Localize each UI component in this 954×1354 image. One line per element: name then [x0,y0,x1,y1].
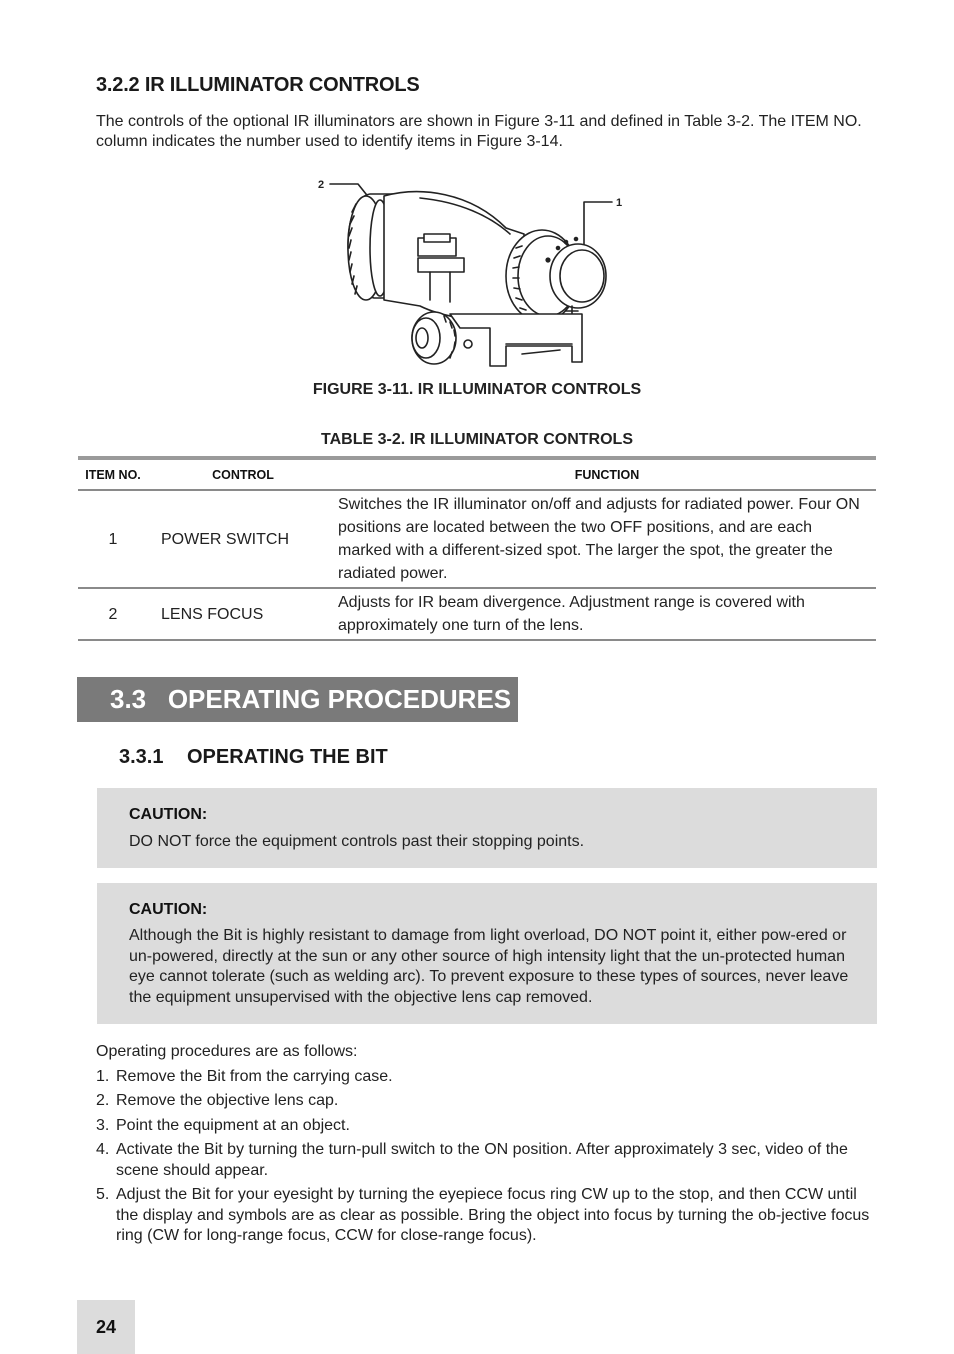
step-text: Remove the objective lens cap. [116,1092,339,1109]
caution-text: DO NOT force the equipment controls past their stopping points. [129,833,585,850]
header-control: CONTROL [212,467,274,482]
cell-function: Switches the IR illuminator on/off and adjusts for radiated power. Four ON positions are located between the two OFF positions, and are each marked with a different-sized spot. The larger the spot, the greater the radiated power. [338,496,860,582]
procedures-list [96,1067,878,1247]
subsection-number: 3.3.1 [119,746,164,768]
step-number: 4. [96,1141,110,1158]
list-item [96,1185,878,1247]
table-title: TABLE 3-2. IR ILLUMINATOR CONTROLS [321,431,633,448]
list-item [96,1116,878,1137]
caution-box [97,788,877,868]
step-number: 2. [96,1092,110,1109]
table-row [78,490,876,588]
list-item [96,1140,878,1181]
step-text: Remove the Bit from the carrying case. [116,1067,393,1085]
step-text: Adjust the Bit for your eyesight by turning the eyepiece focus ring CW up to the stop, and then CCW until the display and symbols are as clear as possible. Bring the object into focus by turning the ob-jective focus ring (CW for long-range focus, CCW for close-range focus). [116,1186,870,1244]
subsection-heading-operating-the-bit [119,746,388,769]
list-item [96,1067,878,1088]
caution-box [97,883,877,1024]
cell-function: Adjusts for IR beam divergence. Adjustment range is covered with approximately one turn of the lens. [338,594,805,634]
ir-illuminator-figure [310,176,640,376]
header-item-no: ITEM NO. [85,467,141,482]
cell-item-no: 2 [108,605,118,623]
procedures-lead: Operating procedures are as follows: [96,1043,358,1060]
step-number: 1. [96,1067,110,1085]
caution-label: CAUTION: [129,901,208,918]
operating-procedures [96,1042,878,1251]
cell-control: POWER SWITCH [161,530,289,548]
section-heading-ir-illuminator-controls: 3.2.2 IR ILLUMINATOR CONTROLS [96,74,420,96]
caution-label: CAUTION: [129,806,208,823]
page-number: 24 [77,1300,135,1354]
section-banner-operating-procedures: 3.3 OPERATING PROCEDURES [77,677,518,722]
ir-controls-table [78,456,876,641]
intro-paragraph: The controls of the optional IR illuminators are shown in Figure 3-11 and defined in Table 3-2. The ITEM NO. column indicates the number used to identify items in Figure 3-14. [96,113,862,150]
step-text: Point the equipment at an object. [116,1116,350,1134]
header-function: FUNCTION [574,467,640,482]
table-header-row [78,458,876,490]
cell-control: LENS FOCUS [161,605,264,623]
cell-item-no: 1 [108,530,118,548]
step-number: 3. [96,1116,110,1134]
callout-1-label: 1 [616,197,623,209]
caution-text: Although the Bit is highly resistant to damage from light overload, DO NOT point it, either pow-ered or un-powered, directly at the sun or any other source of high intensity light that the un-protected human eye cannot tolerate (such as welding arc). To prevent exposure to these types of sources, never leave the equipment unsupervised with the objective lens cap removed. [129,927,849,1006]
callout-2-label: 2 [318,179,325,191]
subsection-title: OPERATING THE BIT [187,746,388,768]
figure-caption: FIGURE 3-11. IR ILLUMINATOR CONTROLS [312,381,642,398]
step-number: 5. [96,1186,110,1203]
table-row [78,588,876,640]
ir-illuminator-drawing [310,176,640,376]
list-item [96,1091,878,1112]
step-text: Activate the Bit by turning the turn-pull switch to the ON position. After approximately 3 sec, video of the scene should appear. [116,1141,848,1179]
